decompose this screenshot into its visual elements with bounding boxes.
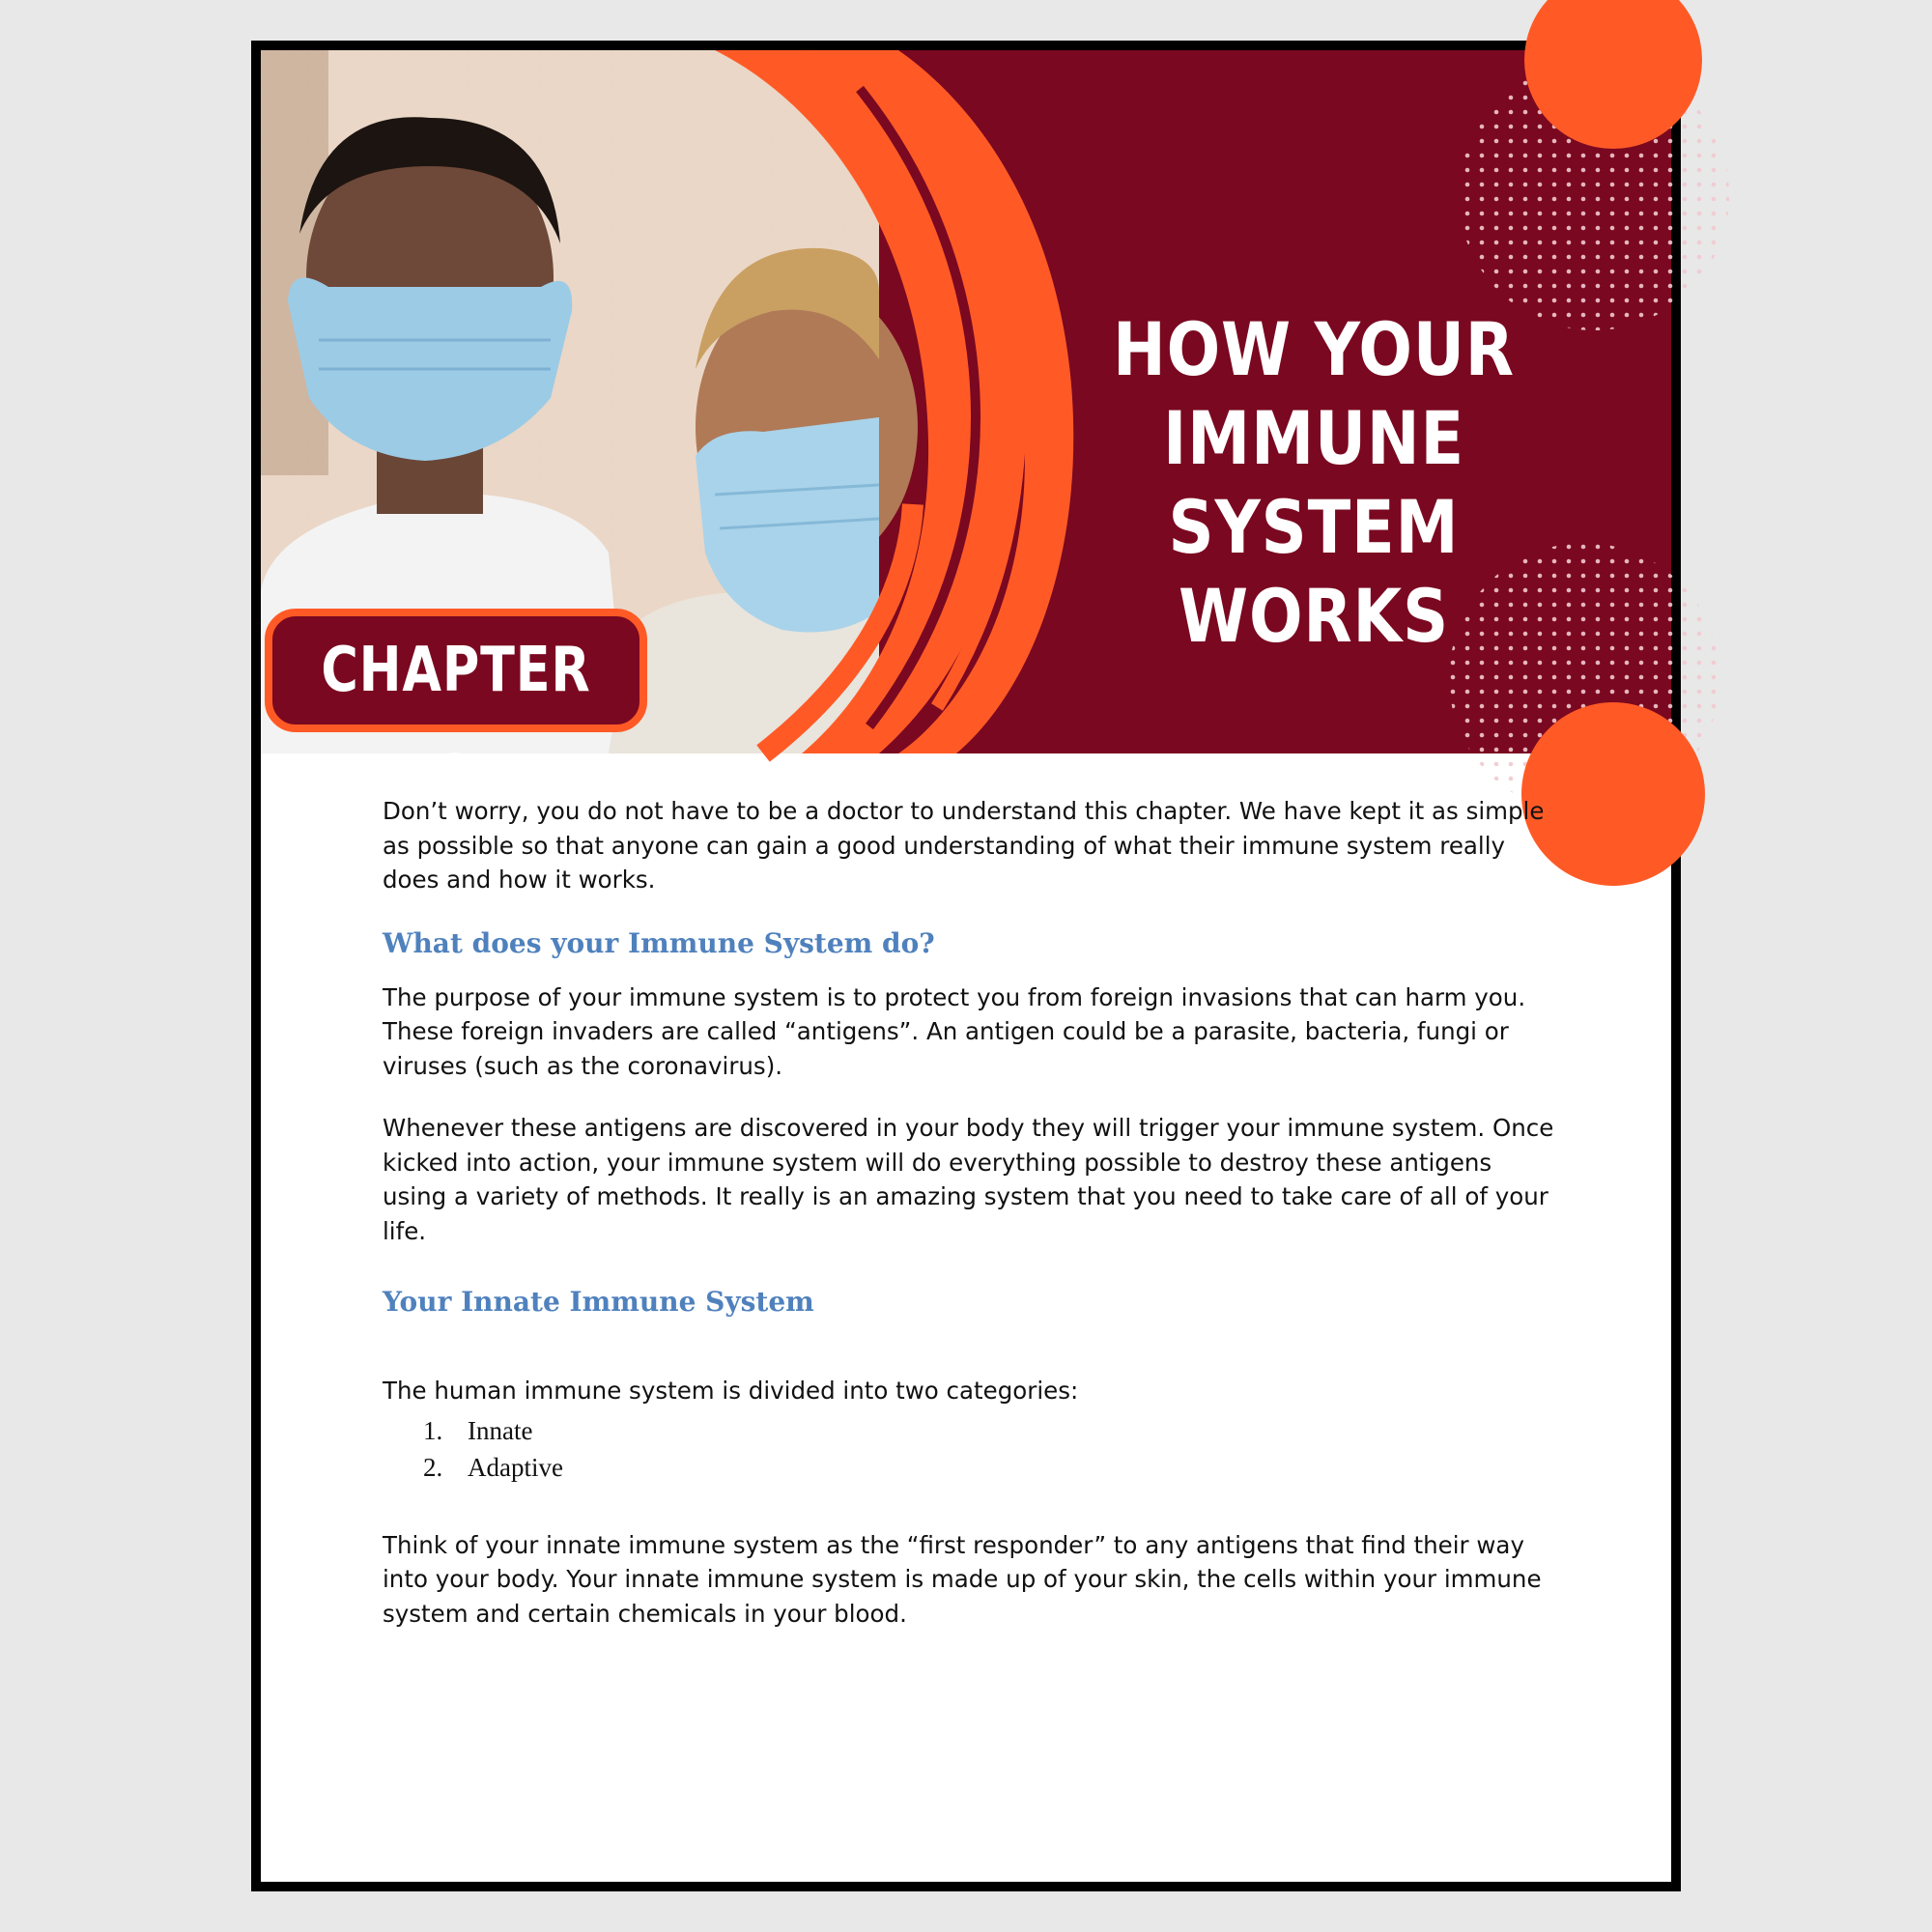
list-item xyxy=(383,1449,1561,1486)
antigens-paragraph: Whenever these antigens are discovered in your body they will trigger your immune system. Once kicked into action, your immune system will do everything possible to destroy these antigens using a variety of methods. It really is an amazing system that you need to take care of all of your life. xyxy=(383,1114,1554,1245)
chapter-title-line-1: HOW YOUR IMMUNE xyxy=(1113,306,1515,481)
categories-list xyxy=(383,1412,1561,1486)
chapter-banner xyxy=(261,50,1671,814)
chapter-badge-label: CHAPTER 2 xyxy=(321,635,591,814)
list-item-text: Adaptive xyxy=(468,1452,563,1482)
purpose-paragraph: The purpose of your immune system is to protect you from foreign invasions that can harm you. These foreign invaders are called “antigens”. An antigen could be a parasite, bacteria, fungi or viruses (such as the coronavirus). xyxy=(383,982,1526,1080)
document-page xyxy=(251,41,1681,1891)
list-item-number: 2. xyxy=(423,1452,443,1482)
categories-paragraph: The human immune system is divided into two categories: xyxy=(383,1377,1079,1405)
first-responder-paragraph: Think of your innate immune system as the “first responder” to any antigens that find their way into your body. Your innate immune system is made up of your skin, the cells within your immune system and certain chemicals in your blood. xyxy=(383,1530,1542,1628)
chapter-title xyxy=(1039,305,1588,661)
chapter-title-line-2: SYSTEM WORKS xyxy=(1168,484,1460,659)
list-item-text: Innate xyxy=(468,1415,533,1445)
list-item xyxy=(383,1412,1561,1449)
list-item-number: 1. xyxy=(423,1415,443,1445)
intro-paragraph: Don’t worry, you do not have to be a doctor to understand this chapter. We have kept it as simple as possible so that anyone can gain a good understanding of what their immune system really does and how it works. xyxy=(383,797,1545,894)
chapter-badge xyxy=(265,609,647,814)
section-heading-immune-system: What does your Immune System do? xyxy=(383,926,935,959)
document-body xyxy=(383,794,1561,1631)
top-right-decoration xyxy=(1459,0,1729,330)
section-heading-innate-immune-system: Your Innate Immune System xyxy=(383,1286,814,1318)
